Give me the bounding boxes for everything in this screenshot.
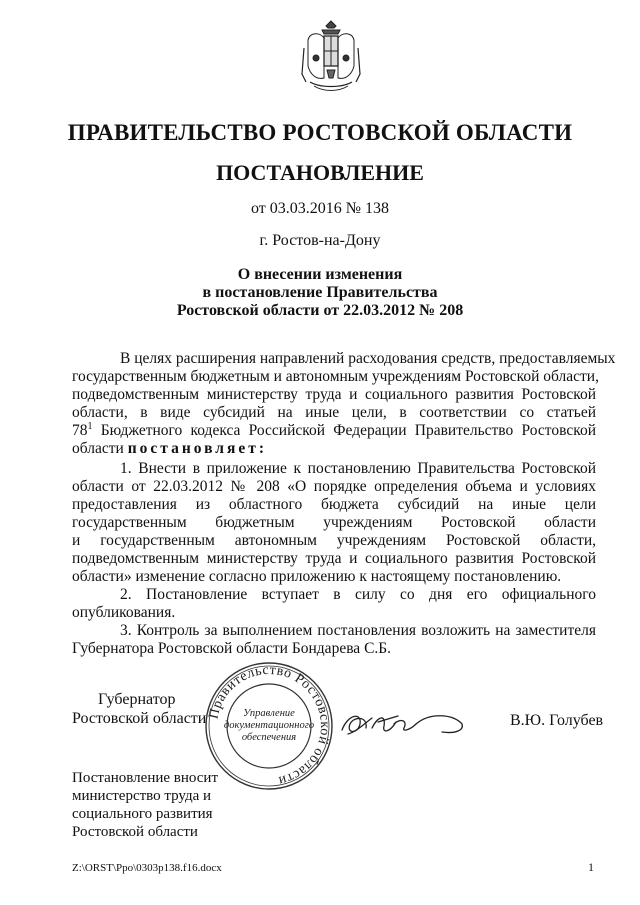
paragraph-line: области, в виде субсидий на иные цели, в соответствии со статьей [72, 404, 596, 421]
article-superscript: 1 [87, 420, 93, 432]
paragraph-text: области [72, 440, 128, 457]
item-2-paragraph [72, 586, 596, 622]
government-title: ПРАВИТЕЛЬСТВО РОСТОВСКОЙ ОБЛАСТИ [67, 120, 573, 145]
document-type: ПОСТАНОВЛЕНИЕ [216, 160, 424, 185]
paragraph-line: и государственным автономным учреждениям Ростовской области, [72, 532, 596, 549]
paragraph-line: подведомственным министерству труда и социального развития Ростовской [72, 386, 596, 403]
document-city: г. Ростов-на-Дону [259, 232, 381, 249]
paragraph-line: области от 22.03.2012 № 208 «О порядке определения объема и условиях [72, 478, 596, 495]
note-line: социального развития [72, 806, 213, 822]
footer-file-path: Z:\ORST\Ppo\0303p138.f16.docx [72, 862, 222, 874]
paragraph-line: Губернатора Ростовской области Бондарева С.Б. [72, 640, 392, 657]
document-subject [0, 266, 640, 320]
coat-of-arms-icon [296, 18, 366, 94]
page-number: 1 [588, 860, 594, 874]
paragraph-line: подведомственным министерству труда и социального развития Ростовской [72, 550, 596, 567]
signatory-name: В.Ю. Голубев [510, 712, 604, 729]
seal-inner-text: Управление [243, 708, 295, 719]
paragraph-line [72, 440, 596, 458]
article-number: 78 [72, 422, 88, 439]
position-line: Ростовской области [72, 710, 207, 727]
item-1-paragraph [72, 460, 596, 586]
document-date-number: от 03.03.2016 № 138 [250, 200, 390, 217]
seal-ring-text: Правительство Ростовской области [206, 662, 333, 789]
seal-inner-text: документационного [223, 720, 315, 731]
paragraph-text: Бюджетного кодекса Российской Федерации Правительство Ростовской [92, 422, 596, 439]
paragraph-line: предоставления из областного бюджета субсидий на иные цели [72, 496, 596, 513]
resolves-word: постановляет: [127, 440, 268, 457]
note-line: министерство труда и [72, 788, 212, 804]
subject-line: О внесении изменения [237, 266, 403, 283]
paragraph-line: области» изменение согласно приложению к настоящему постановлению. [72, 568, 562, 585]
subject-line: в постановление Правительства [202, 284, 438, 301]
official-seal [203, 660, 335, 792]
note-line: Постановление вносит [72, 770, 219, 786]
paragraph-line: государственным бюджетным и автономным учреждениям Ростовской области, [72, 368, 599, 385]
paragraph-line: опубликования. [72, 604, 176, 621]
signatory-position [72, 690, 206, 728]
handwritten-signature [338, 704, 468, 744]
preamble-paragraph [72, 350, 616, 458]
position-line: Губернатор [98, 691, 176, 708]
submitted-by-note [72, 769, 218, 841]
seal-inner-text: обеспечения [241, 732, 297, 743]
note-line: Ростовской области [72, 824, 198, 840]
subject-line: Ростовской области от 22.03.2012 № 208 [176, 302, 464, 319]
paragraph-line: 1. Внести в приложение к постановлению Правительства Ростовской [120, 460, 596, 477]
paragraph-line: В целях расширения направлений расходования средств, предоставляемых [120, 350, 616, 367]
item-3-paragraph [72, 622, 596, 658]
paragraph-line [72, 422, 596, 440]
paragraph-line: 3. Контроль за выполнением постановления возложить на заместителя [120, 622, 596, 639]
paragraph-line: государственным бюджетным учреждениям Ростовской области [72, 514, 596, 531]
paragraph-line: 2. Постановление вступает в силу со дня его официального [120, 586, 596, 603]
